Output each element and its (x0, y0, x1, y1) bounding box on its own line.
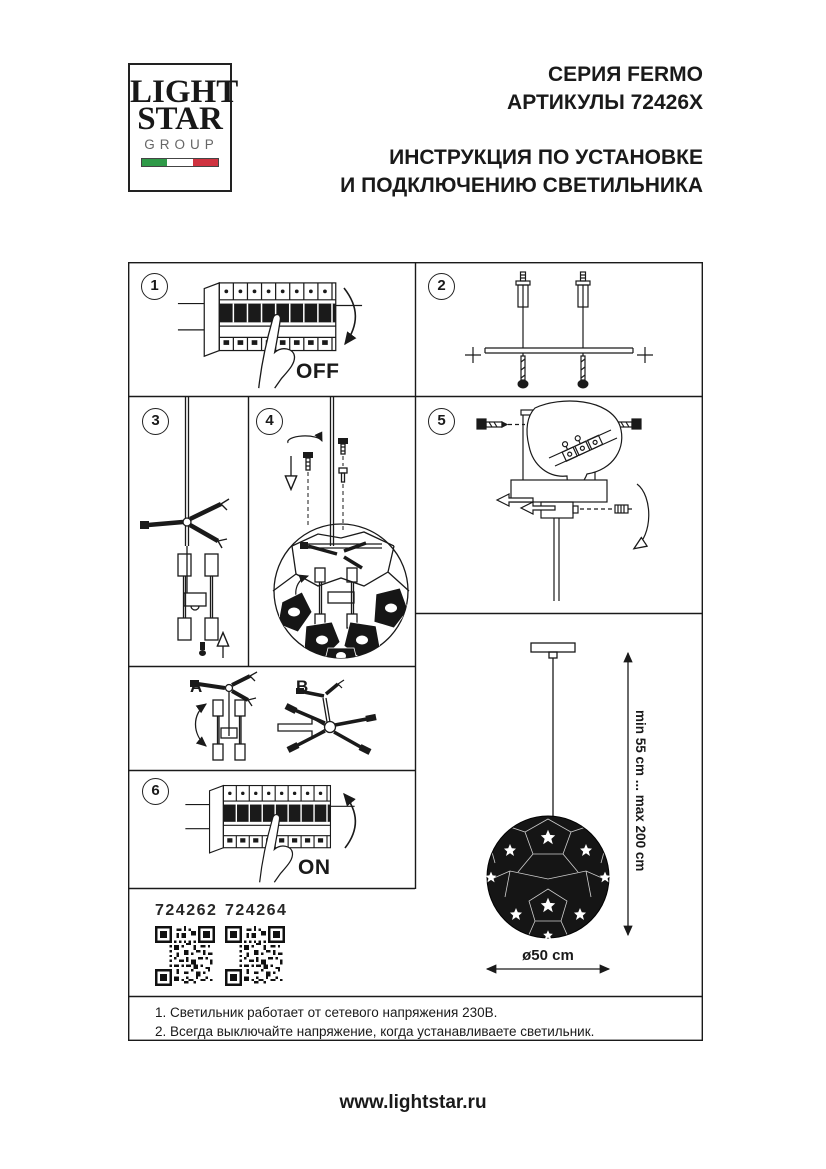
step-6-breaker-on-drawing (128, 770, 415, 888)
lightstar-logo (128, 63, 239, 192)
step-4-number: 4 (256, 408, 283, 435)
arm-positions-drawing (128, 666, 415, 770)
logo-word-light: LIGHT (130, 74, 239, 110)
note-2: 2. Всегда выключайте напряжение, когда устанавливаете светильник. (155, 1024, 595, 1039)
step-1-number: 1 (141, 273, 168, 300)
variant-a-label: A (190, 677, 203, 696)
series-title: СЕРИЯ FERMO (547, 63, 703, 86)
variant-b-label: B (296, 677, 309, 696)
note-1: 1. Светильник работает от сетевого напряжения 230В. (155, 1005, 498, 1020)
article-number-724262: 724262 (155, 902, 218, 919)
articles-title: АРТИКУЛЫ 72426X (507, 91, 703, 114)
off-label: OFF (296, 360, 340, 383)
step-3-rod-assembly-drawing (128, 396, 248, 666)
logo-word-group: GROUP (144, 137, 219, 153)
qr-code-724262 (155, 926, 215, 986)
header (340, 61, 703, 200)
step-2-mounting-kit-drawing (415, 262, 703, 396)
italian-flag-icon (141, 158, 219, 167)
step-5-number: 5 (428, 408, 455, 435)
pendant-dimensions-drawing (415, 613, 703, 995)
doc-title-line2: И ПОДКЛЮЧЕНИЮ СВЕТИЛЬНИКА (340, 174, 703, 197)
qr-code-724264 (225, 926, 285, 986)
flag-red (193, 159, 218, 166)
step-4-shade-assembly-drawing (248, 396, 415, 666)
website-url: www.lightstar.ru (339, 1092, 487, 1113)
doc-title-line1: ИНСТРУКЦИЯ ПО УСТАНОВКЕ (389, 146, 703, 169)
step-1-breaker-off-drawing (128, 262, 415, 396)
diameter-dimension: ø50 cm (522, 947, 574, 964)
height-range-dimension: min 55 cm ... max 200 cm (633, 710, 648, 872)
step-3-number: 3 (142, 408, 169, 435)
article-number-724264: 724264 (225, 902, 288, 919)
on-label: ON (298, 856, 331, 879)
logo-word-star: STAR (137, 101, 223, 138)
flag-green (142, 159, 167, 166)
step-5-canopy-mount-drawing (415, 396, 703, 613)
flag-white (167, 159, 192, 166)
safety-notes (155, 1003, 695, 1041)
step-2-number: 2 (428, 273, 455, 300)
diagram-grid (128, 262, 703, 1041)
step-6-number: 6 (142, 778, 169, 805)
